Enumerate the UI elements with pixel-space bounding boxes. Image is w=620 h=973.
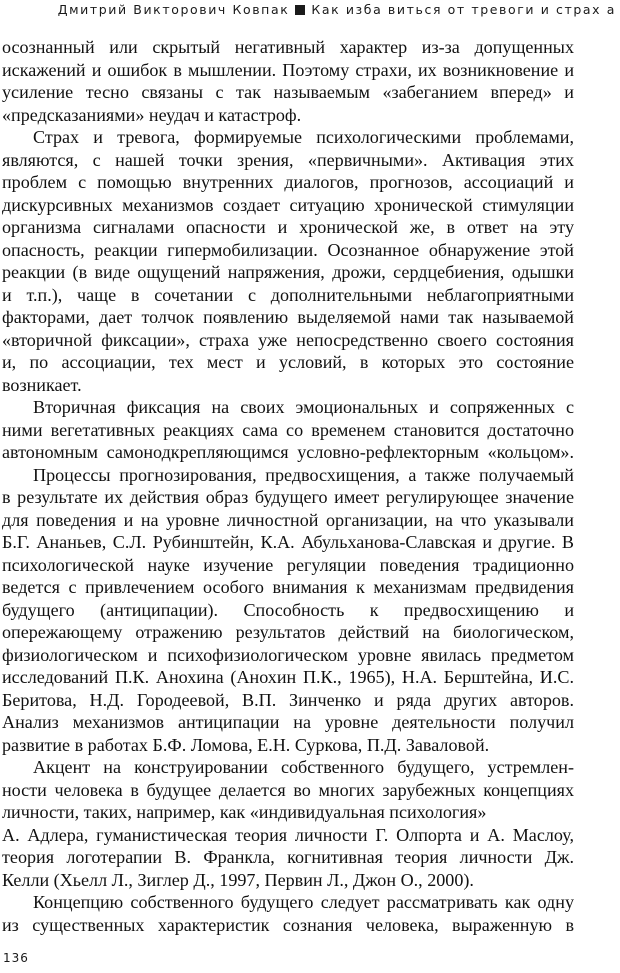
text-line: физиологическом и психофизиологическом уровне явилась предметом <box>2 644 574 665</box>
text-line: Анализ механизмов антиципации на уровне деятельности получил <box>2 712 574 732</box>
text-line: опасность, реакции гипермобилизации. Осознанное обнаружение этой <box>2 239 574 260</box>
text-line: психологической науке изучение регуляции поведения традиционно <box>2 554 574 575</box>
page-number: 136 <box>3 951 29 965</box>
text-line: Беритова, Н.Д. Городеевой, В.П. Зинченко и ряда других авторов. <box>2 689 574 710</box>
text-line: будущего (антиципации). Способность к предвосхищению и <box>2 599 574 620</box>
text-line: Б.Г. Ананьев, С.Л. Рубинштейн, К.А. Абульханова-Славская и другие. В <box>2 532 574 552</box>
text-line: автономным самонодкрепляющимся условно-рефлекторным «кольцом». <box>2 442 574 462</box>
separator-square-icon <box>295 5 305 15</box>
text-line: «вторичной фиксации», страха уже непосредственно своего состояния <box>2 329 574 350</box>
running-header <box>40 2 616 26</box>
text-line: для поведения и на уровне личностной организации, на что указывали <box>2 509 574 530</box>
text-line: «предсказаниями» неудач и катастроф. <box>2 104 302 125</box>
text-line: развитие в работах Б.Ф. Ломова, Е.Н. Суркова, П.Д. Заваловой. <box>2 734 490 755</box>
text-line: опережающему отражению результатов действий на биологическом, <box>2 622 574 642</box>
text-line: теория логотерапии В. Франкла, когнитивная теория личности Дж. <box>2 847 574 867</box>
text-line: ведется с привлечением особого внимания к механизмам предвидения <box>2 577 574 597</box>
text-line: являются, с нашей точки зрения, «первичными». Активация этих <box>2 149 574 170</box>
text-line: дискурсивных механизмов создает ситуацию хронической стимуляции <box>2 194 574 215</box>
text-line: возникает. <box>2 374 82 395</box>
header-author: Дмитрий Викторович Ковпак <box>57 2 290 17</box>
text-line: организма сигналами опасности и хронической же, в ответ на эту <box>2 217 574 237</box>
text-line: Концепцию собственного будущего следует рассматривать как одну <box>33 892 574 912</box>
text-line: проблем с помощью внутренних диалогов, прогнозов, ассоциаций и <box>2 172 574 192</box>
text-line: реакции (в виде ощущений напряжения, дрожи, сердцебиения, одышки <box>2 262 574 282</box>
text-line: личности, таких, например, как «индивидуальная психология» <box>2 802 487 822</box>
text-line: осознанный или скрытый негативный характер из-за допущенных <box>2 37 574 57</box>
text-line: ними вегетативных реакциях сама со временем становится достаточно <box>2 419 574 440</box>
text-line: Вторичная фиксация на своих эмоциональных и сопряженных с <box>33 397 574 417</box>
text-line: и, по ассоциации, тех мест и условий, в которых это состояние <box>2 352 574 372</box>
text-line: в результате их действия образ будущего имеет регулирующее значение <box>2 487 574 507</box>
text-line: А. Адлера, гуманистическая теория личности Г. Олпорта и А. Маслоу, <box>2 824 574 845</box>
text-line: Акцент на конструировании собственного будущего, устремлен- <box>33 757 574 777</box>
text-line: Процессы прогнозирования, предвосхищения, а также получаемый <box>33 464 574 485</box>
text-line: и т.п.), чаще в сочетании с дополнительными неблагоприятными <box>2 284 574 305</box>
text-line: факторами, дает толчок появлению выделяемой нами так называемой <box>2 307 574 327</box>
text-line: исследований П.К. Анохина (Анохин П.К., 1965), Н.А. Берштейна, И.С. <box>2 667 574 687</box>
text-line: усиление тесно связаны с так называемым «забеганием вперед» и <box>2 82 574 102</box>
body-text <box>2 36 574 936</box>
header-title: Как изба виться от тревоги и страх а <box>311 2 616 17</box>
text-line: ности человека в будущее делается во многих зарубежных концепциях <box>2 779 574 800</box>
text-line: из существенных характеристик сознания человека, выраженную в <box>2 914 574 935</box>
text-line: Страх и тревога, формируемые психологическими проблемами, <box>33 127 574 147</box>
text-line: искажений и ошибок в мышлении. Поэтому страхи, их возникновение и <box>2 59 574 80</box>
text-line: Келли (Хьелл Л., Зиглер Д., 1997, Первин Л., Джон О., 2000). <box>2 869 474 890</box>
